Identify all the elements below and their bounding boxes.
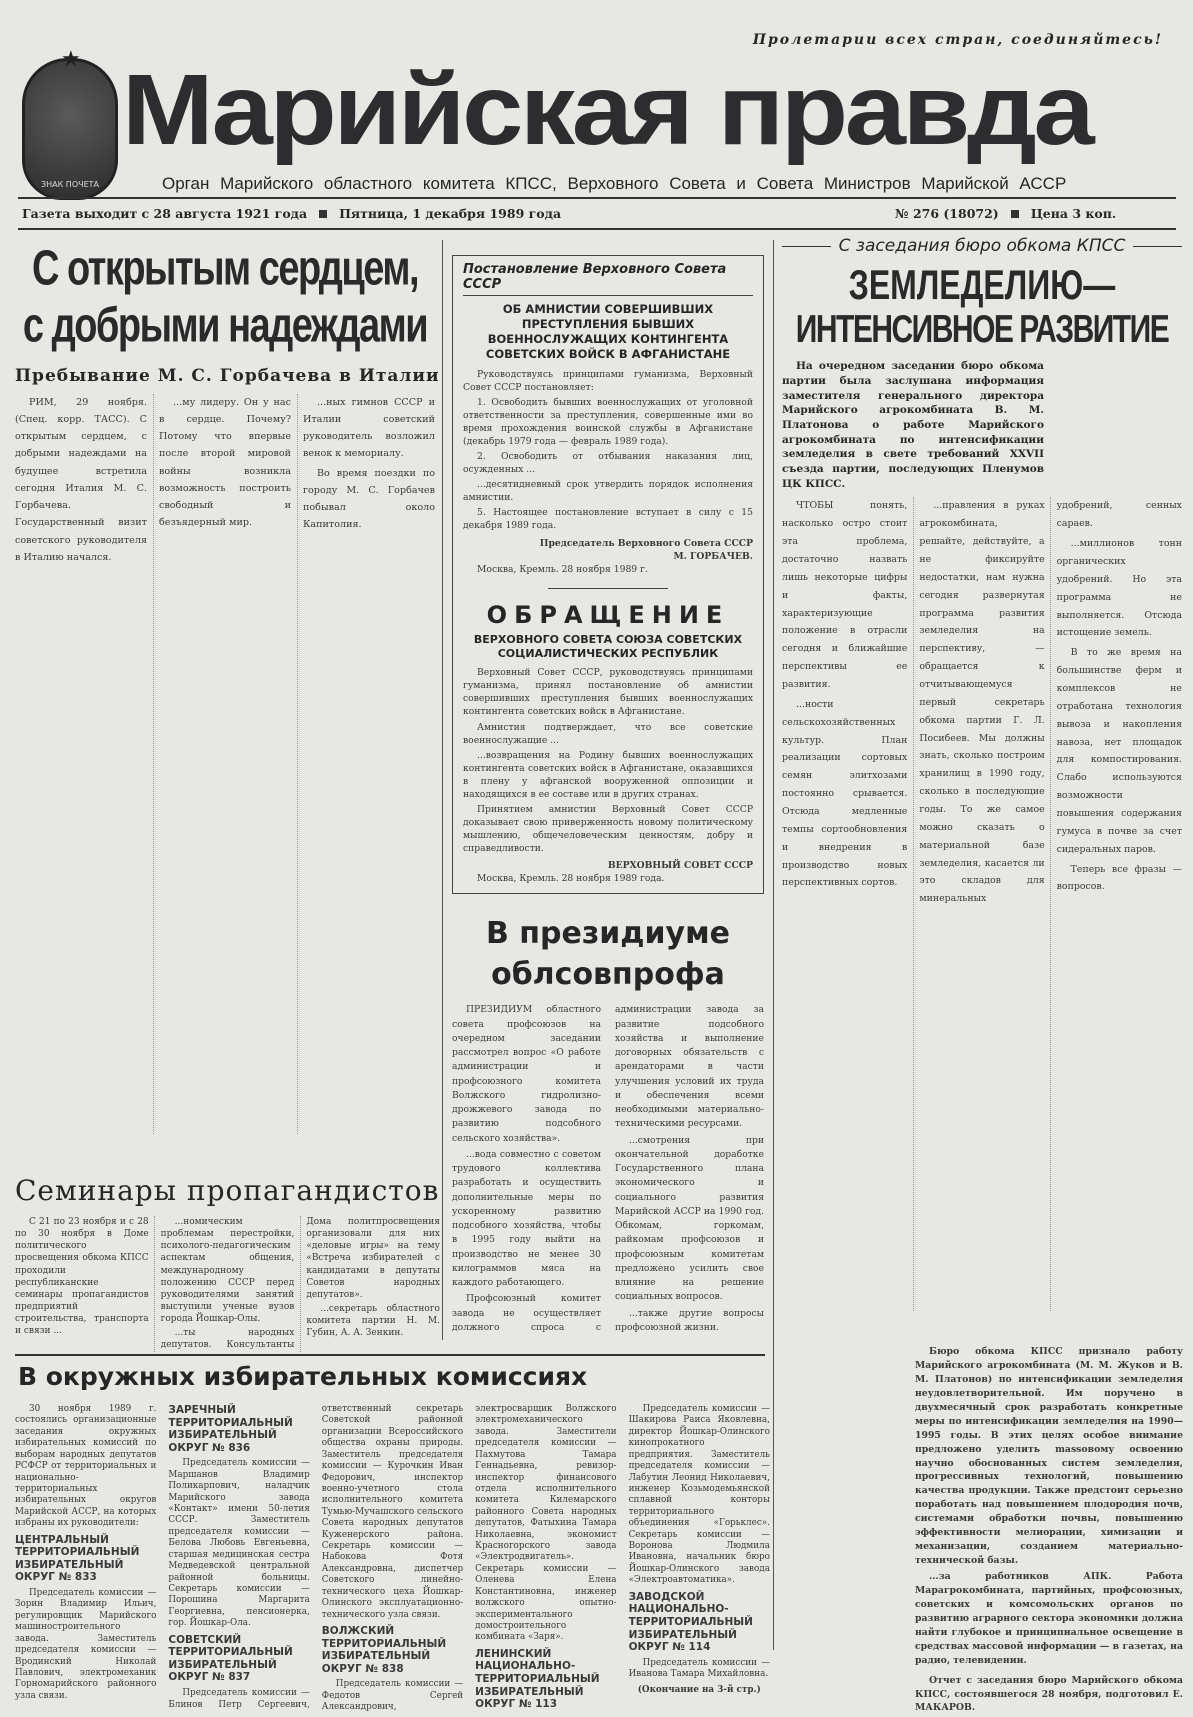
column-divider — [773, 240, 774, 1650]
paragraph: Теперь все фразы — вопросов. — [1056, 863, 1182, 893]
paragraph: 2. Освободить от отбывания наказания лиц, осужденных ... — [463, 451, 753, 476]
paragraph: ЧТОБЫ понять, насколько остро стоит эта проблема, достаточно назвать лишь некоторые цифры и факты, характеризующие положение в отрасли сегодня и ближайшие перспективы ее развития. — [782, 500, 908, 690]
paragraph: ...возвращения на Родину бывших военнослужащих контингента советских войск в Афганистане, оказавшихся в плену у афганской вооруженной оппозиции и находящихся в ее составе или в других странах. — [463, 749, 753, 800]
paragraph: ...миллионов тонн органических удобрений. Но эта программа не выполняется. Отсюда истощение земель. — [1056, 538, 1182, 639]
okrug-title: ЗАВОДСКОЙ НАЦИОНАЛЬНО-ТЕРРИТОРИАЛЬНЫЙ ИЗБИРАТЕЛЬНЫЙ ОКРУГ № 114 — [628, 1590, 753, 1654]
okrug-title: ВОЛЖСКИЙ ТЕРРИТОРИАЛЬНЫЙ ИЗБИРАТЕЛЬНЫЙ ОКРУГ № 838 — [321, 1625, 447, 1675]
decree-kicker: Постановление Верховного Совета СССР — [463, 262, 753, 296]
paragraph: ...ты народных депутатов. Консультанты Дома политпросвещения организовали для них «деловые игры» на тему «Встреча избирателей с кандидатами в депутаты Советов народных депутатов». — [160, 1217, 440, 1351]
place-date: Москва, Кремль. 28 ноября 1989 г. — [477, 563, 648, 575]
slogan: Пролетарии всех стран, соединяйтесь! — [752, 32, 1163, 48]
kicker-text: С заседания бюро обкома КПСС — [838, 236, 1126, 256]
middle-column — [452, 255, 764, 1336]
paragraph: ПРЕЗИДИУМ областного совета профсоюзов на очередном заседании рассмотрел вопрос «О работе администрации и профсоюзного комитета Волжского гидролизно-дрожжевого завода по развитию подсобного сельского хозяйства». — [452, 1004, 601, 1144]
paragraph: ...десятидневный срок утвердить порядок исполнения амнистии. — [463, 479, 753, 504]
paragraph: В то же время на большинстве ферм и комплексов не отработана технология вывоза и накопления навоза, нет площадок для компостирования. Слабо используются возможности повышения содержания гумуса в почве за счет сидеральных паров. — [1056, 647, 1182, 855]
organ-line: Орган Марийского областного комитета КПСС, Верховного Совета и Совета Министров Марийской АССР — [162, 174, 1067, 193]
signature-title: Председатель Верховного Совета СССР — [539, 537, 753, 549]
divider — [548, 588, 668, 589]
agro-article — [782, 236, 1182, 1311]
paragraph: 30 ноября 1989 г. состоялись организационные заседания окружных избирательных комиссий по выборам народных депутатов РСФСР от территориальных и национально-территориальных избирательных округов Марийской АССР, на которых избраны их руководители: — [15, 1404, 157, 1529]
paragraph: Председатель комиссии — Федотов Сергей Александрович, электросварщик Волжского электромеханического завода. Заместители председателя комиссии — Пахмутова Тамара Геннадьевна, ревизор-инспектор финансового отдела исполнительного комитета Килемарского районного Совета народных депутатов, Фатыхина Тамара Николаевна, экономист Красногорского завода «Электродвигатель». Секретарь комиссии — Оленева Елена Константиновна, инженер волжского опытно-экспериментального домостроительного комбината «Заря». — [321, 1404, 617, 1713]
paragraph: Бюро обкома КПСС признало работу Марийского агрокомбината (М. М. Жуков и В. М. Платонов) по интенсификации земледелия неудовлетворительной. Им поручено в двухмесячный срок разработать конкретные меры по интенсификации земледелия на 1990—1995 годы. В этих целях особое внимание предложено уделить massовому освоению научно обоснованных систем земледелия, прогрессивных технологий, повышению качества продукции. Также предстоит серьезно поработать над повышением плодородия почв, системами обработки почвы, повышению эффективности мелиорации, химизации и механизации, созданием материально-технической базы. — [915, 1346, 1183, 1567]
paragraph: ...правления в руках агрокомбината, решайте, действуйте, а не фиксируйте недостатки, нам нужна сегодня развернутая программа развития земледелия на перспективу, — обращается к отчитывающемуся первый секретарь обкома партии Г. Л. Посибеев. Мы должны знать, сколько построим хранилищ в 1990 году, сколько в последующие годы. То же самое можно сказать о материальной базе земледелия, касается ли это складов для минеральных удобрений, сенных сараев. — [919, 500, 1182, 905]
paragraph: Председатель комиссии — Зорин Владимир Ильич, регулировщик Марийского машиностроительного завода. Заместитель председателя комиссии — Вродинский Николай Павлович, электромеханик Горномарийского районного узла связи. — [15, 1588, 157, 1701]
newspaper-title: Марийская правда — [122, 54, 1092, 166]
kicker — [782, 236, 1182, 256]
continued-note: (Окончание на 3-й стр.) — [637, 1684, 761, 1695]
headline — [452, 914, 764, 995]
headline: ЗЕМЛЕДЕЛИЮ— — [848, 261, 1116, 309]
lead-paragraph: На очередном заседании бюро обкома партии была заслушана информация заместителя генерального директора Марийского агрокомбината В. М. Платонова о работе Марийского агрокомбината по интенсификации земледелия в свете требований XXVII съезда партии, последующих Пленумов ЦК КПСС. — [782, 360, 1044, 490]
paragraph: ...вода совместно с советом трудового коллектива разработать и осуществить дополнительные меры по ускоренному развитию подсобного хозяйства, чтобы в 1995 году выйти на производство не менее 30 килограммов мяса на каждого работающего. — [452, 1148, 601, 1289]
headline-line: В президиуме — [486, 916, 730, 952]
issue-number: № 276 (18072) — [895, 206, 999, 221]
paragraph: Верховный Совет СССР, руководствуясь принципами гуманизма, принял постановление об амнистии совершивших преступления бывших военнослужащих контингента советских войск в Афганистане. — [463, 667, 753, 718]
column-divider — [442, 240, 443, 1340]
report-credit: Отчет с заседания бюро Марийского обкома КПСС, состоявшегося 28 ноября, подготовил Е. МАКАРОВ. — [915, 1674, 1183, 1714]
place-date: Москва, Кремль. 28 ноября 1989 года. — [477, 873, 665, 885]
decree-title: ОБ АМНИСТИИ СОВЕРШИВШИХ ПРЕСТУПЛЕНИЯ БЫВШИХ ВОЕННОСЛУЖАЩИХ КОНТИНГЕНТА СОВЕТСКИХ ВОЙСК В АФГАНИСТАНЕ — [485, 302, 731, 361]
paragraph: Принятием амнистии Верховный Совет СССР доказывает свою приверженность новому политическому мышлению, общечеловеческим ценностям, добру и справедливости. — [463, 803, 753, 855]
seminars-body — [15, 1216, 440, 1352]
issue-date: Пятница, 1 декабря 1989 года — [339, 206, 562, 221]
paragraph: С 21 по 23 ноября и с 28 по 30 ноября в Доме политического просвещения обкома КПСС проходили республиканские семинары пропагандистов предприятий строительства, транспорта и связи ... — [15, 1217, 149, 1337]
divider — [15, 1354, 765, 1356]
paragraph: ...секретарь областного комитета партии Н. М. Губин, А. А. Зенкин. — [306, 1303, 440, 1339]
star-icon: ★ — [61, 47, 81, 72]
paragraph: Председатель комиссии — Иванова Тамара Михайловна. — [628, 1657, 770, 1680]
divider — [18, 228, 1176, 230]
founded-text: Газета выходит с 28 августа 1921 года — [22, 206, 308, 221]
headline: С открытым сердцем, — [31, 241, 419, 296]
appeal-subtitle: ВЕРХОВНОГО СОВЕТА СОЮЗА СОВЕТСКИХ СОЦИАЛИСТИЧЕСКИХ РЕСПУБЛИК — [473, 632, 743, 660]
dateline-left — [22, 206, 561, 221]
okrug-title: СОВЕТСКИЙ ТЕРРИТОРИАЛЬНЫЙ ИЗБИРАТЕЛЬНЫЙ ОКРУГ № 837 — [168, 1633, 293, 1684]
article-body — [782, 491, 1182, 1311]
paragraph: Руководствуясь принципами гуманизма, Верховный Совет СССР постановляет: — [463, 368, 753, 393]
paragraph: Во время поездки по городу М. С. Горбачев побывал около Капитолия. — [303, 467, 435, 531]
paragraph: ...смотрения при окончательной доработке Государственного плана экономического и социального развития Марийской АССР на 1990 год. Обкомам, горкомам, райкомам профсоюзов и профсоюзным комитетам предложено усилить свое влияние на решение социальных вопросов. — [615, 1134, 764, 1303]
okrug-title: ЗАРЕЧНЫЙ ТЕРРИТОРИАЛЬНЫЙ ИЗБИРАТЕЛЬНЫЙ ОКРУГ № 836 — [168, 1404, 293, 1454]
presidium-article — [452, 914, 764, 1336]
paragraph: Амнистия подтверждает, что все советские военнослужащие ... — [463, 721, 753, 746]
headline: В окружных избирательных комиссиях — [18, 1362, 588, 1391]
paragraph: Председатель комиссии — Маршанов Владимир Поликарпович, наладчик Марийского завода «Контакт» имени 50-летия СССР. Заместитель председателя комиссии — Белова Любовь Евгеньевна, старшая медицинская сестра Медведевской центральной районной больницы. Секретарь комиссии — Порошина Маргарита Георгиевна, пенсионерка, гор. Йошкар-Ола. — [168, 1458, 310, 1629]
paragraph: 1. Освободить бывших военнослужащих от уголовной ответственности за преступления, совершенные ими во время прохождения воинской службы в Афганистане (декабрь 1979 года — февраль 1989 года). — [463, 396, 753, 448]
headline: ИНТЕНСИВНОЕ РАЗВИТИЕ — [795, 308, 1169, 351]
signature: ВЕРХОВНЫЙ СОВЕТ СССР — [607, 860, 753, 872]
seminars-headline: Семинары пропагандистов — [15, 1174, 440, 1207]
decree-box — [452, 255, 764, 894]
paragraph: ...также другие вопросы профсоюзной жизни. — [615, 1307, 764, 1333]
price: Цена 3 коп. — [1030, 206, 1117, 221]
headline: с добрыми надеждами — [22, 298, 428, 353]
okrug-title: ЦЕНТРАЛЬНЫЙ ТЕРРИТОРИАЛЬНЫЙ ИЗБИРАТЕЛЬНЫЙ ОКРУГ № 833 — [15, 1533, 140, 1584]
dateline-right — [895, 206, 1116, 221]
italy-article — [15, 241, 440, 1134]
paragraph: 5. Настоящее постановление вступает в силу с 15 декабря 1989 года. — [463, 507, 753, 532]
order-emblem: ★ ЗНАК ПОЧЕТА — [22, 58, 118, 200]
appeal-body — [463, 666, 753, 885]
signature-name: М. ГОРБАЧЕВ. — [673, 550, 753, 562]
decree-body — [463, 368, 753, 576]
paragraph: ...номическим проблемам перестройки, психолого-педагогическим аспектам общения, международному положению СССР перед руководителями занятий выступили ученые вузов города Йошкар-Олы. — [160, 1217, 295, 1325]
agro-resolution — [915, 1345, 1183, 1717]
paragraph: ...ных гимнов СССР и Италии советский руководитель возложил венок к мемориалу. — [303, 396, 435, 460]
divider — [18, 197, 1176, 199]
okrug-title: ЛЕНИНСКИЙ НАЦИОНАЛЬНО-ТЕРРИТОРИАЛЬНЫЙ ИЗБИРАТЕЛЬНЫЙ ОКРУГ № 113 — [475, 1647, 600, 1711]
article-body — [452, 1003, 764, 1336]
headline-line: облсовпрофа — [491, 956, 725, 992]
paragraph: ...ности сельскохозяйственных культур. План реализации сортовых семян элитхозами постоянно срывается. Отсюда медленные темпы сортообновления и внедрения в производство новых перспективных сортов. — [782, 698, 908, 889]
commissions-body — [15, 1404, 770, 1714]
paragraph: Председатель комиссии — Блинов Петр Сергеевич, ответственный секретарь Советской районной организации Всероссийского общества охраны природы. Заместитель председателя комиссии — Курочкин Иван Федорович, инспектор военно-учетного стола исполнительного комитета Тумью-Мучашского сельского Совета народных депутатов Куженерского района. Секретарь комиссии — Набокова Фотя Александровна, диспетчер Советского линейно-технического цеха Йошкар-Олинского эксплуатационно-технического узла связи. — [168, 1404, 464, 1710]
paragraph: Профсоюзный комитет завода не осуществляет должного спроса с администрации завода за развитие подсобного хозяйства и выполнение договорных обязательств с арендаторами в части улучшения условий их труда и обеспечения всеми необходимыми материально-техническими ресурсами. — [452, 1004, 764, 1333]
article-body — [15, 394, 435, 1134]
appeal-title: ОБРАЩЕНИЕ — [486, 600, 730, 629]
paragraph: Председатель комиссии — Шакирова Раиса Яковлевна, директор Йошкар-Олинского кинопрокатного предприятия. Заместитель председателя комиссии — Лабутин Леонид Николаевич, инженер Козьмодемьянской сплавной конторы территориального объединения «Горьклес». Секретарь комиссии — Воронова Людмила Ивановна, начальник бюро Йошкар-Олинского завода «Электроавтоматика». — [628, 1404, 770, 1586]
paragraph: ...му лидеру. Он у нас в сердце. Почему? Потому что впервые после второй мировой войны возникла возможность построить свободный и безъядерный мир. — [159, 396, 291, 529]
paragraph: РИМ, 29 ноября. (Спец. корр. ТАСС). С открытым сердцем, с добрыми надеждами на будущее встретила сегодня Италия М. С. Горбачева. Государственный визит советского руководителя в Италию начался. — [15, 396, 147, 563]
subheadline: Пребывание М. С. Горбачева в Италии — [15, 365, 440, 386]
paragraph: ...за работников АПК. Работа Марагрокомбината, партийных, профсоюзных, советских и комсомольских органов по развитию аграрного сектора экономики должна найти глубокое и принципиальное освещение в средствах массовой информации — в газетах, на радио, телевидении. — [915, 1571, 1183, 1666]
